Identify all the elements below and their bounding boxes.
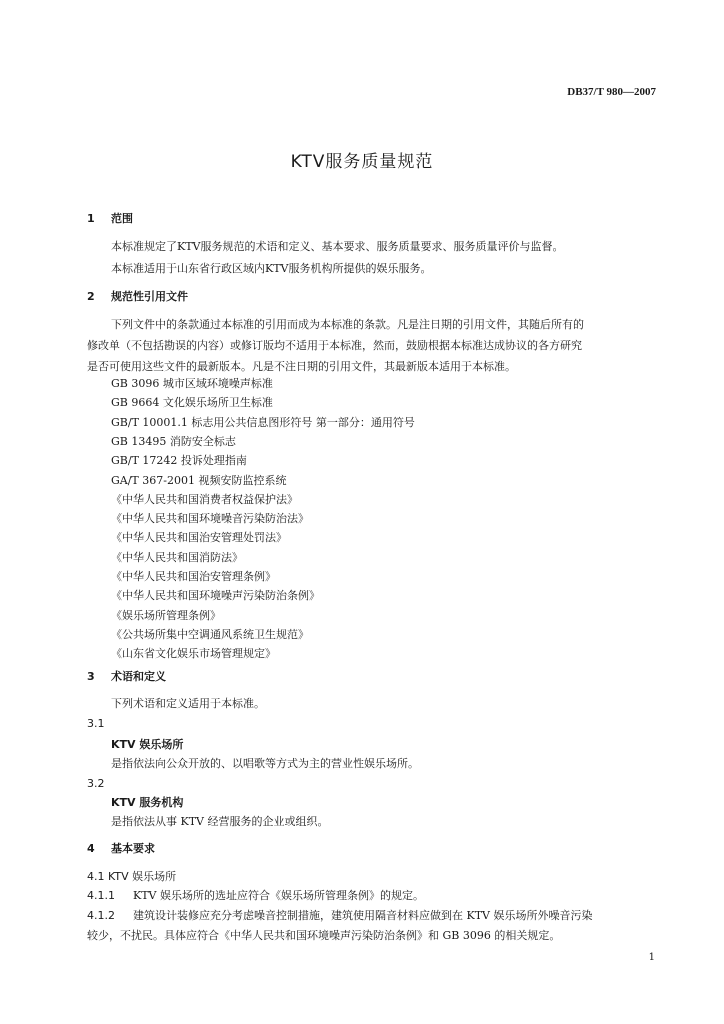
section-4-heading: 4 基本要求 xyxy=(87,842,155,855)
term-title: KTV 娱乐场所 xyxy=(111,738,184,751)
document-title: KTV服务质量规范 xyxy=(290,152,434,172)
reference-item: 《中华人民共和国治安管理条例》 xyxy=(111,570,276,583)
refs-paragraph-line-3: 是否可使用这些文件的最新版本。凡是不注日期的引用文件，其最新版本适用于本标准。 xyxy=(87,360,516,373)
clause-4-1-1: 4.1.1 KTV 娱乐场所的选址应符合《娱乐场所管理条例》的规定。 xyxy=(87,889,424,902)
section-1-heading: 1 范围 xyxy=(87,212,133,225)
term-definition: 是指依法从事 KTV 经营服务的企业或组织。 xyxy=(111,815,329,828)
terms-intro: 下列术语和定义适用于本标准。 xyxy=(111,697,265,710)
section-2-heading: 2 规范性引用文件 xyxy=(87,290,188,303)
clause-4-1-2-line-1: 4.1.2 建筑设计装修应充分考虑噪音控制措施，建筑使用隔音材料应做到在 KTV 娱乐场所外噪音污染 xyxy=(87,909,593,922)
subsection-4-1: 4.1 KTV 娱乐场所 xyxy=(87,870,177,883)
reference-item: 《山东省文化娱乐市场管理规定》 xyxy=(111,647,276,661)
reference-item: 《中华人民共和国环境噪声污染防治条例》 xyxy=(111,589,320,603)
term-title: KTV 服务机构 xyxy=(111,796,184,809)
term-number: 3.2 xyxy=(87,777,105,790)
section-3-heading: 3 术语和定义 xyxy=(87,670,166,683)
reference-item: GA/T 367-2001 视频安防监控系统 xyxy=(111,473,287,487)
term-definition: 是指依法向公众开放的、以唱歌等方式为主的营业性娱乐场所。 xyxy=(111,757,419,770)
standard-code: DB37/T 980—2007 xyxy=(567,86,656,98)
refs-paragraph-line-1: 下列文件中的条款通过本标准的引用而成为本标准的条款。凡是注日期的引用文件，其随后所有的 xyxy=(111,318,584,331)
reference-item: 《公共场所集中空调通风系统卫生规范》 xyxy=(111,627,309,641)
reference-item: 《中华人民共和国消费者权益保护法》 xyxy=(111,492,298,506)
reference-item: GB 13495 消防安全标志 xyxy=(111,434,236,448)
scope-paragraph-1: 本标准规定了KTV服务规范的术语和定义、基本要求、服务质量要求、服务质量评价与监督。 xyxy=(111,240,564,253)
reference-item: GB 3096 城市区域环境噪声标准 xyxy=(111,377,273,390)
refs-paragraph-line-2: 修改单（不包括勘误的内容）或修订版均不适用于本标准，然而，鼓励根据本标准达成协议的各方研究 xyxy=(87,339,582,352)
reference-item: 《中华人民共和国环境噪音污染防治法》 xyxy=(111,512,309,526)
reference-item: 《娱乐场所管理条例》 xyxy=(111,608,221,622)
reference-item: 《中华人民共和国治安管理处罚法》 xyxy=(111,531,287,545)
term-number: 3.1 xyxy=(87,717,105,730)
reference-item: GB/T 10001.1 标志用公共信息图形符号 第一部分：通用符号 xyxy=(111,415,415,429)
page-number: 1 xyxy=(648,952,655,963)
clause-4-1-2-line-2: 较少，不扰民。具体应符合《中华人民共和国环境噪声污染防治条例》和 GB 3096 的相关规定。 xyxy=(87,929,561,942)
reference-item: GB 9664 文化娱乐场所卫生标准 xyxy=(111,396,273,410)
reference-item: 《中华人民共和国消防法》 xyxy=(111,550,243,564)
scope-paragraph-2: 本标准适用于山东省行政区域内KTV服务机构所提供的娱乐服务。 xyxy=(111,262,432,275)
reference-item: GB/T 17242 投诉处理指南 xyxy=(111,454,247,468)
